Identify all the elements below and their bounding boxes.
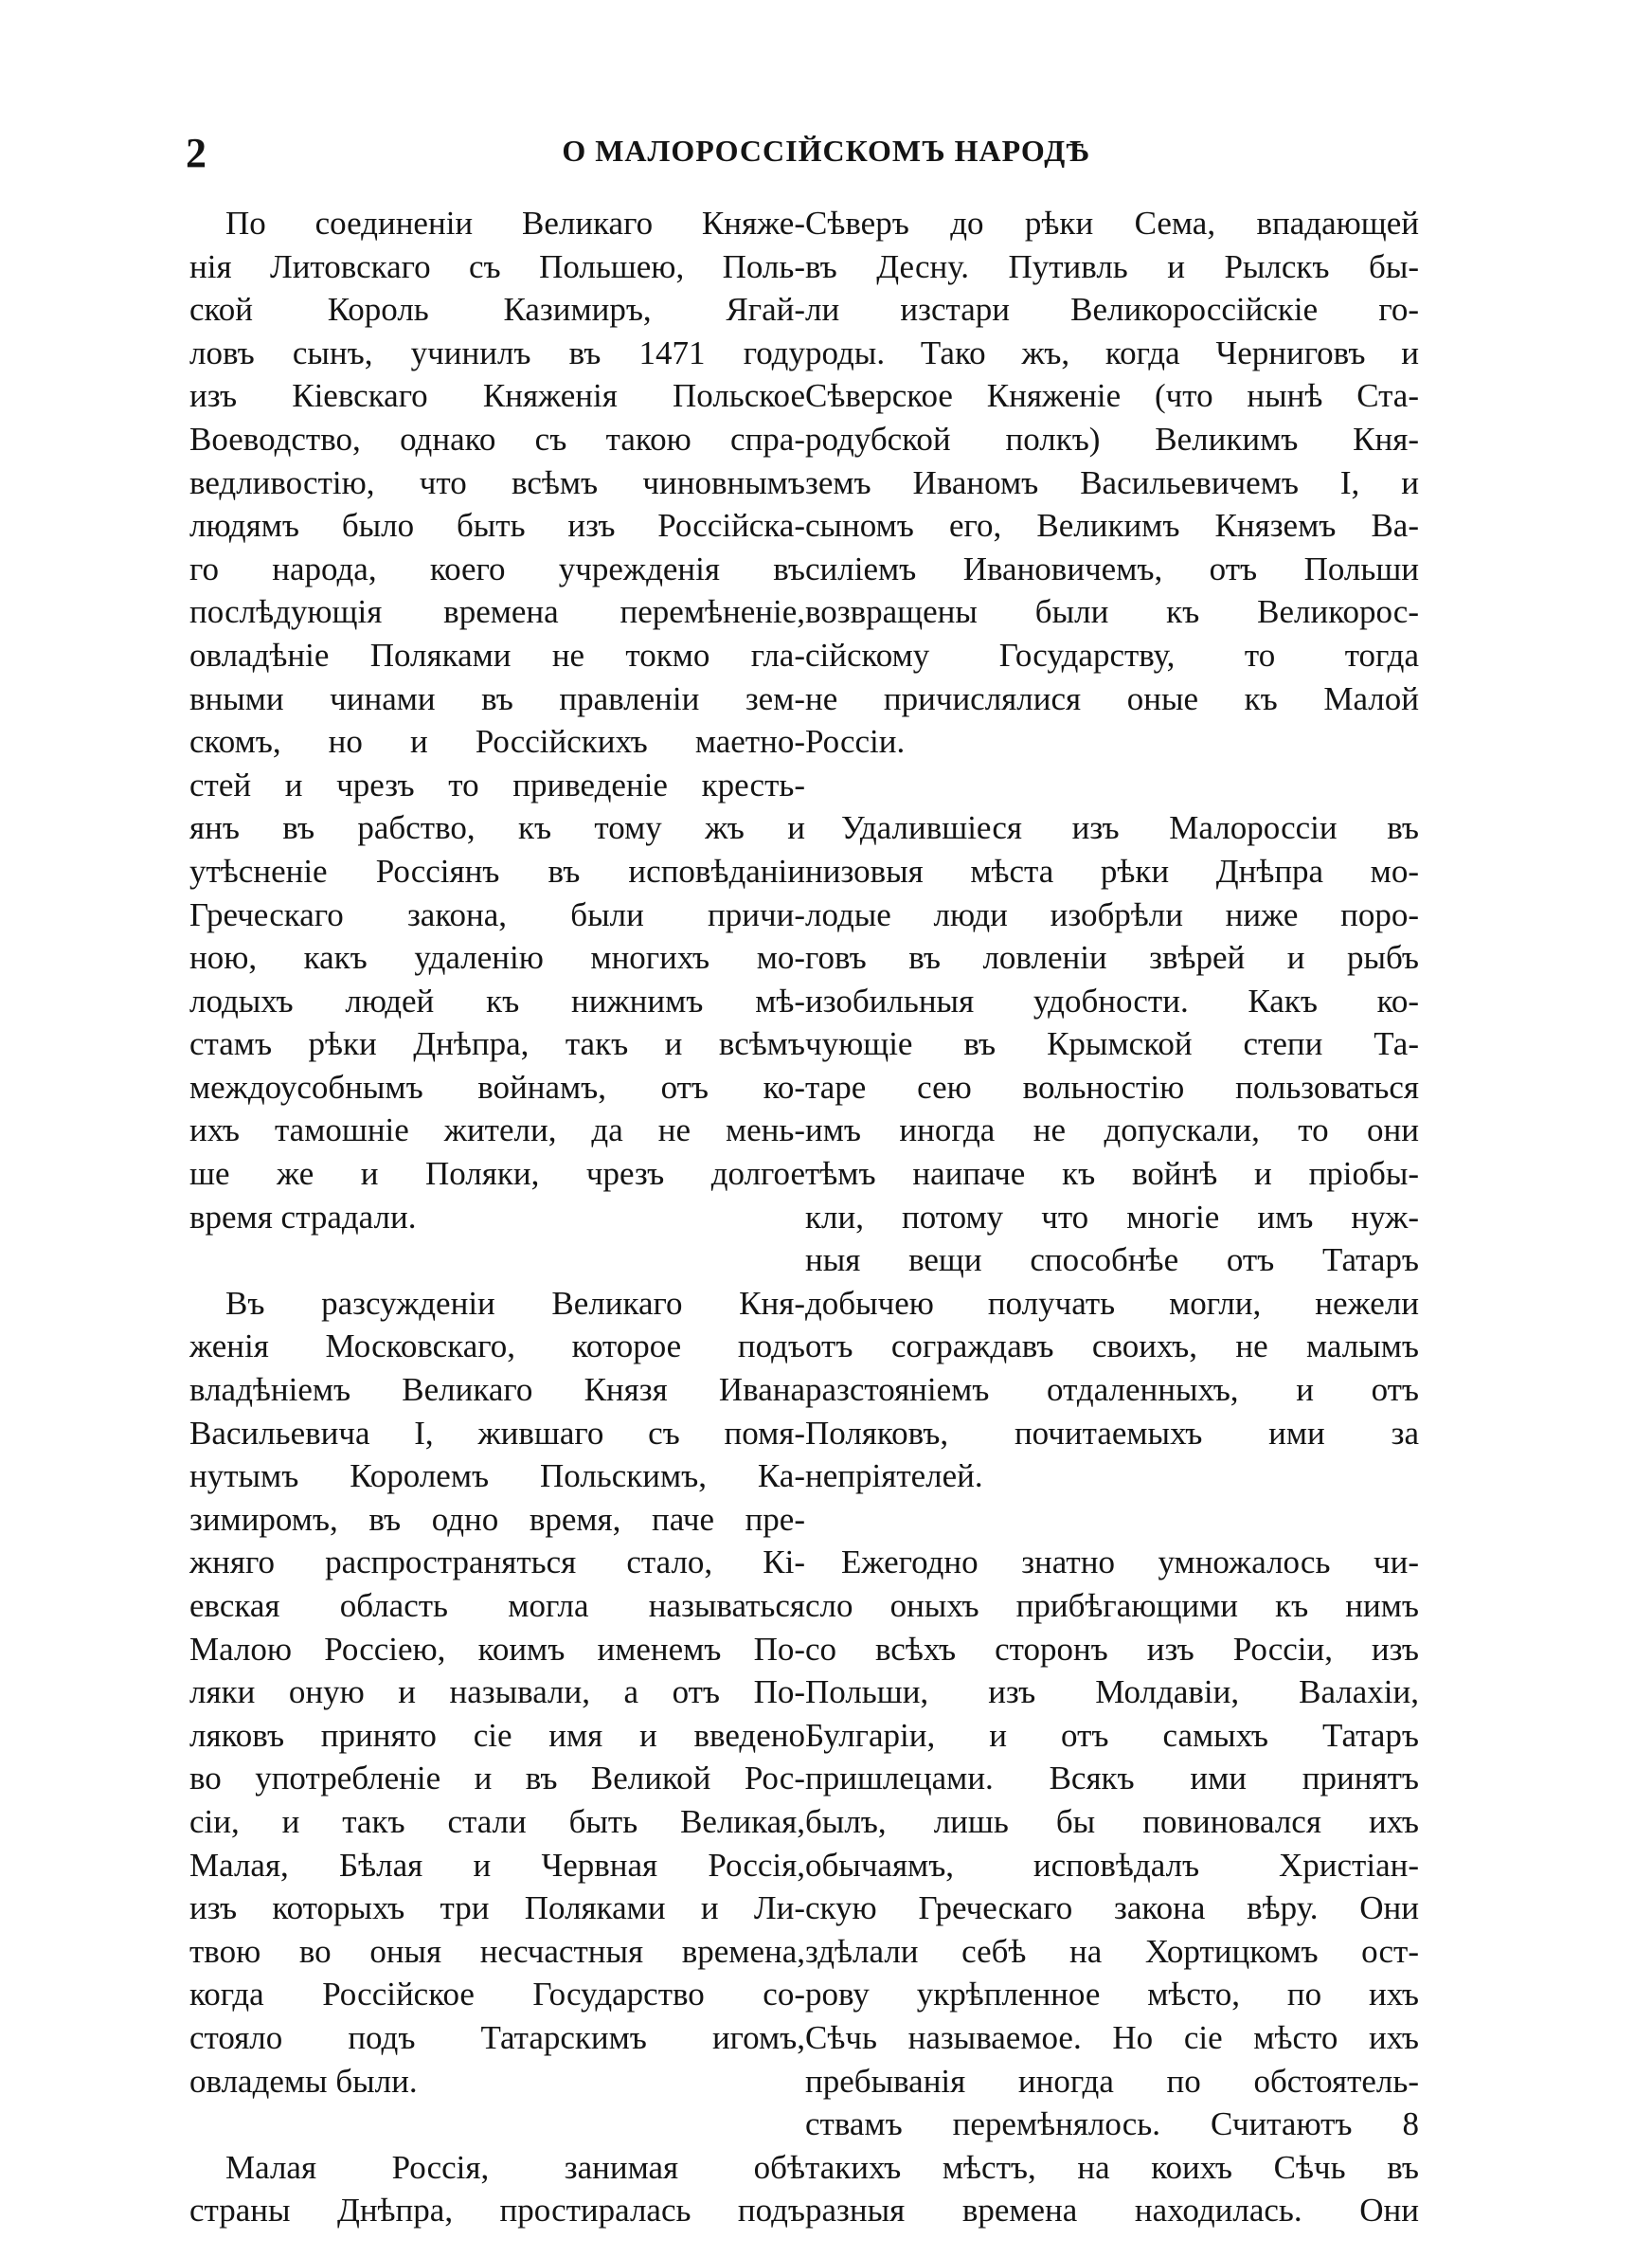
text-line: здѣлали себѣ на Хортицкомъ ост-: [805, 1932, 1419, 1970]
text-line: роды. Тако жъ, когда Черниговъ и: [805, 334, 1419, 371]
text-line: зимиромъ, въ одно время, паче пре-: [189, 1500, 805, 1538]
text-line: кли, потому что многіе имъ нуж-: [805, 1198, 1419, 1236]
text-line: овладемы были.: [189, 2062, 418, 2100]
text-line: такихъ мѣстъ, на коихъ Сѣчь въ: [805, 2148, 1419, 2186]
text-line: лодыхъ людей къ нижнимъ мѣ-: [189, 982, 805, 1020]
text-line: го народа, коего учрежденія въ: [189, 550, 805, 587]
text-line: ли изстари Великороссійскіе го-: [805, 291, 1419, 329]
text-line: Сѣверское Княженіе (что нынѣ Ста-: [805, 377, 1419, 415]
text-line: силіемъ Ивановичемъ, отъ Польши: [805, 550, 1419, 587]
text-line: былъ, лишь бы повиновался ихъ: [805, 1802, 1419, 1840]
text-line: ныя вещи способнѣе отъ Татаръ: [805, 1241, 1419, 1279]
text-line: говъ въ ловленіи звѣрей и рыбъ: [805, 939, 1419, 977]
text-line: овладѣніе Поляками не токмо гла-: [189, 636, 805, 674]
text-line: ляки оную и называли, а отъ По-: [189, 1673, 805, 1711]
text-line: изобильныя удобности. Какъ ко-: [805, 982, 1419, 1020]
text-line: изъ Кіевскаго Княженія Польское: [189, 377, 805, 415]
paragraph: [189, 2146, 805, 2232]
right-text-column: [805, 202, 1419, 2232]
text-line: таре сею вольностію пользоваться: [805, 1068, 1419, 1106]
text-line: Малою Россіею, коимъ именемъ По-: [189, 1630, 805, 1668]
text-line: возвращены были къ Великорос-: [805, 593, 1419, 631]
text-line: лодые люди изобрѣли ниже поро-: [805, 895, 1419, 933]
text-line: родубской полкъ) Великимъ Кня-: [805, 420, 1419, 458]
text-line: Россіи.: [805, 723, 906, 761]
text-line: Малая Россія, занимая обѣ: [225, 2148, 805, 2186]
text-line: не причислялися оные къ Малой: [805, 679, 1419, 717]
text-line: земъ Иваномъ Васильевичемъ I, и: [805, 463, 1419, 501]
text-line: пришлецами. Всякъ ими принятъ: [805, 1760, 1419, 1797]
text-line: послѣдующія времена перемѣненіе,: [189, 593, 805, 631]
text-line: пребыванія иногда по обстоятель-: [805, 2062, 1419, 2100]
text-line: ведливостію, что всѣмъ чиновнымъ: [189, 463, 805, 501]
text-line: время страдали.: [189, 1198, 417, 1236]
text-line: людямъ было быть изъ Россійска-: [189, 507, 805, 545]
text-line: въ Десну. Путивль и Рылскъ бы-: [805, 247, 1419, 285]
text-line: владѣніемъ Великаго Князя Ивана: [189, 1371, 805, 1409]
text-line: жняго распространяться стало, Кі-: [189, 1544, 805, 1581]
page-number: 2: [186, 130, 206, 176]
text-line: ской Король Казимиръ, Ягай-: [189, 291, 805, 329]
text-line: стояло подъ Татарскимъ игомъ,: [189, 2018, 805, 2056]
paragraph: [189, 1282, 805, 2103]
text-line: стей и чрезъ то приведеніе кресть-: [189, 766, 805, 803]
text-line: ствамъ перемѣнялось. Считаютъ 8: [805, 2105, 1419, 2143]
text-line: ною, какъ удаленію многихъ мо-: [189, 939, 805, 977]
paragraph: [805, 806, 1419, 1498]
text-line: Васильевича I, жившаго съ помя-: [189, 1414, 805, 1452]
paragraph: [189, 202, 805, 1238]
text-line: тѣмъ наипаче къ войнѣ и пріобы-: [805, 1155, 1419, 1193]
text-line: Булгаріи, и отъ самыхъ Татаръ: [805, 1716, 1419, 1754]
text-line: ловъ сынъ, учинилъ въ 1471 году: [189, 334, 805, 371]
text-line: евская область могла называться: [189, 1587, 805, 1624]
text-line: добычею получать могли, нежели: [805, 1284, 1419, 1322]
text-line: утѣсненіе Россіянъ въ исповѣданіи: [189, 852, 805, 890]
text-line: разстояніемъ отдаленныхъ, и отъ: [805, 1371, 1419, 1409]
text-line: сійскому Государству, то тогда: [805, 636, 1419, 674]
text-line: Удалившіеся изъ Малороссіи въ: [841, 809, 1419, 847]
text-line: ляковъ принято сіе имя и введено: [189, 1716, 805, 1754]
text-line: непріятелей.: [805, 1457, 983, 1495]
text-line: отъ сограждавъ своихъ, не малымъ: [805, 1327, 1419, 1365]
text-line: рову укрѣпленное мѣсто, по ихъ: [805, 1976, 1419, 2013]
text-line: Сѣверъ до рѣки Сема, впадающей: [805, 205, 1419, 242]
text-line: изъ которыхъ три Поляками и Ли-: [189, 1889, 805, 1927]
paragraph: [805, 202, 1419, 764]
text-line: ше же и Поляки, чрезъ долгое: [189, 1155, 805, 1193]
text-line: Ежегодно знатно умножалось чи-: [841, 1544, 1419, 1581]
text-line: твою во оныя несчастныя времена,: [189, 1932, 805, 1970]
text-line: когда Россійское Государство со-: [189, 1976, 805, 2013]
text-line: нутымъ Королемъ Польскимъ, Ка-: [189, 1457, 805, 1495]
text-line: чующіе въ Крымской степи Та-: [805, 1025, 1419, 1063]
text-line: во употребленіе и въ Великой Рос-: [189, 1760, 805, 1797]
text-line: ихъ тамошніе жители, да не мень-: [189, 1111, 805, 1149]
text-line: Воеводство, однако съ такою спра-: [189, 420, 805, 458]
text-line: сіи, и такъ стали быть Великая,: [189, 1802, 805, 1840]
text-line: вными чинами въ правленіи зем-: [189, 679, 805, 717]
text-line: Въ разсужденіи Великаго Кня-: [225, 1284, 805, 1322]
text-line: скомъ, но и Россійскихъ маетно-: [189, 723, 805, 761]
text-line: страны Днѣпра, простиралась подъ: [189, 2192, 805, 2230]
running-title: О МАЛОРОССІЙСКОМЪ НАРОДѢ: [562, 134, 1090, 168]
text-line: Греческаго закона, были причи-: [189, 895, 805, 933]
text-line: женія Московскаго, которое подъ: [189, 1327, 805, 1365]
left-text-column: [189, 202, 805, 2232]
text-line: разныя времена находилась. Они: [805, 2192, 1419, 2230]
text-line: янъ въ рабство, къ тому жъ и: [189, 809, 805, 847]
text-line: сыномъ его, Великимъ Княземъ Ва-: [805, 507, 1419, 545]
text-line: нія Литовскаго съ Польшею, Поль-: [189, 247, 805, 285]
text-line: стамъ рѣки Днѣпра, такъ и всѣмъ: [189, 1025, 805, 1063]
text-line: имъ иногда не допускали, то они: [805, 1111, 1419, 1149]
text-line: сло оныхъ прибѣгающими къ нимъ: [805, 1587, 1419, 1624]
text-line: со всѣхъ сторонъ изъ Россіи, изъ: [805, 1630, 1419, 1668]
text-line: скую Греческаго закона вѣру. Они: [805, 1889, 1419, 1927]
text-line: Малая, Бѣлая и Червная Россія,: [189, 1846, 805, 1884]
text-line: обычаямъ, исповѣдалъ Христіан-: [805, 1846, 1419, 1884]
text-line: низовыя мѣста рѣки Днѣпра мо-: [805, 852, 1419, 890]
text-line: Польши, изъ Молдавіи, Валахіи,: [805, 1673, 1419, 1711]
text-line: Поляковъ, почитаемыхъ ими за: [805, 1414, 1419, 1452]
text-line: Сѣчь называемое. Но сіе мѣсто ихъ: [805, 2018, 1419, 2056]
paragraph: [805, 1541, 1419, 2232]
text-line: междоусобнымъ войнамъ, отъ ко-: [189, 1068, 805, 1106]
text-line: По соединеніи Великаго Княже-: [225, 205, 805, 242]
